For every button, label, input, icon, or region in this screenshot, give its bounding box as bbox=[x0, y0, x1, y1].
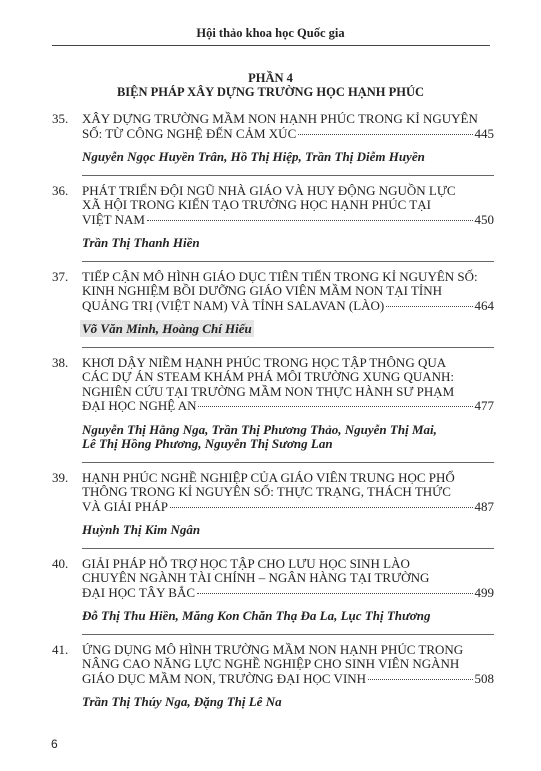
toc-entry bbox=[52, 270, 494, 348]
entry-page-number: 499 bbox=[474, 584, 494, 600]
entry-title-line: NGHIÊN CỨU TẠI TRƯỜNG MẦM NON THỰC HÀNH SƯ PHẠM bbox=[82, 383, 455, 399]
dot-leader bbox=[147, 220, 473, 221]
entry-number: 36. bbox=[52, 182, 69, 198]
dot-leader bbox=[368, 679, 472, 680]
entry-title-last-line bbox=[82, 586, 494, 601]
entry-separator bbox=[82, 175, 494, 176]
entry-title-line: XÂY DỰNG TRƯỜNG MẦM NON HẠNH PHÚC TRONG KỈ NGUYÊN bbox=[82, 111, 478, 126]
entry-title-line: KHƠI DẬY NIỀM HẠNH PHÚC TRONG HỌC TẬP THÔNG QUA bbox=[82, 354, 447, 370]
entry-number: 38. bbox=[52, 354, 69, 370]
entry-authors bbox=[82, 609, 494, 624]
entry-separator bbox=[82, 261, 494, 262]
entry-title-last-line bbox=[82, 672, 494, 687]
entry-title-line: ĐẠI HỌC TÂY BẮC bbox=[82, 584, 196, 600]
entry-authors bbox=[82, 236, 494, 251]
entry-page-number: 445 bbox=[474, 125, 494, 141]
entry-title-line: GIÁO DỤC MẦM NON, TRƯỜNG ĐẠI HỌC VINH bbox=[82, 670, 367, 686]
entry-number: 41. bbox=[52, 641, 69, 657]
entry-title-line: CÁC DỰ ÁN STEAM KHÁM PHÁ MÔI TRƯỜNG XUNG QUANH: bbox=[82, 369, 455, 384]
dot-leader bbox=[298, 134, 472, 135]
entry-separator bbox=[82, 634, 494, 635]
entry-page-number: 487 bbox=[474, 498, 494, 514]
entry-number: 40. bbox=[52, 555, 69, 571]
entry-separator bbox=[82, 347, 494, 348]
entry-title-line: SỐ: TỪ CÔNG NGHỆ ĐẾN CẢM XÚC bbox=[82, 125, 297, 141]
entry-number: 39. bbox=[52, 469, 69, 485]
part-heading bbox=[0, 71, 541, 99]
toc-entry bbox=[52, 184, 494, 262]
entry-title-last-line bbox=[82, 127, 494, 142]
entry-authors-line: Lê Thị Hồng Phương, Nguyễn Thị Sương Lan bbox=[82, 436, 333, 451]
entry-authors-line: Trần Thị Thúy Nga, Đặng Thị Lê Na bbox=[82, 694, 282, 709]
toc-entry bbox=[52, 112, 494, 176]
entry-page-number: 508 bbox=[474, 670, 494, 686]
entry-title-line: GIẢI PHÁP HỖ TRỢ HỌC TẬP CHO LƯU HỌC SINH LÀO bbox=[82, 555, 410, 571]
page-number: 6 bbox=[51, 737, 58, 751]
part-label: PHẦN 4 bbox=[248, 71, 293, 85]
entry-title-line: VÀ GIẢI PHÁP bbox=[82, 498, 168, 514]
entry-title-last-line bbox=[82, 399, 494, 414]
entry-title-last-line bbox=[82, 213, 494, 228]
entry-title bbox=[82, 643, 494, 687]
entry-title-last-line bbox=[82, 500, 494, 515]
entry-page-number: 464 bbox=[474, 297, 494, 313]
entry-authors-line: Nguyễn Ngọc Huyền Trân, Hồ Thị Hiệp, Trần Thị Diễm Huyền bbox=[82, 149, 425, 164]
dot-leader bbox=[170, 507, 473, 508]
entry-authors-line: Trần Thị Thanh Hiền bbox=[82, 235, 200, 250]
entry-authors bbox=[82, 695, 494, 710]
toc-entry bbox=[52, 557, 494, 635]
entry-authors-line: Võ Văn Minh, Hoàng Chí Hiếu bbox=[82, 321, 252, 336]
entry-title-line: KINH NGHIỆM BỒI DƯỠNG GIÁO VIÊN MẦM NON TẠI TỈNH bbox=[82, 283, 442, 298]
entry-authors bbox=[82, 523, 494, 538]
running-header: Hội thảo khoa học Quốc gia bbox=[196, 26, 345, 40]
entry-page-number: 450 bbox=[474, 211, 494, 227]
entry-authors-line: Huỳnh Thị Kim Ngân bbox=[82, 522, 201, 537]
toc-entry bbox=[52, 471, 494, 549]
entry-title-line: NÂNG CAO NĂNG LỰC NGHỀ NGHIỆP CHO SINH VIÊN NGÀNH bbox=[82, 656, 460, 671]
entry-title-line: ĐẠI HỌC NGHỆ AN bbox=[82, 398, 197, 413]
entry-separator bbox=[82, 548, 494, 549]
dot-leader bbox=[386, 306, 472, 307]
entry-title bbox=[82, 184, 494, 228]
entry-title-line: THÔNG TRONG KỈ NGUYÊN SỐ: THỰC TRẠNG, THÁCH THỨC bbox=[82, 484, 451, 499]
entry-number: 37. bbox=[52, 268, 69, 284]
entry-title-line: XÃ HỘI TRONG KIẾN TẠO TRƯỜNG HỌC HẠNH PHÚC TẠI bbox=[82, 197, 431, 212]
entry-title-last-line bbox=[82, 299, 494, 314]
dot-leader bbox=[197, 593, 472, 594]
entry-authors bbox=[82, 322, 494, 337]
entry-title bbox=[82, 557, 494, 601]
entry-title bbox=[82, 112, 494, 141]
entry-title-line: TIẾP CẬN MÔ HÌNH GIÁO DỤC TIÊN TIẾN TRONG KỈ NGUYÊN SỐ: bbox=[82, 268, 478, 284]
dot-leader bbox=[198, 406, 472, 407]
entry-title-line: QUẢNG TRỊ (VIỆT NAM) VÀ TỈNH SALAVAN (LÀO) bbox=[82, 297, 385, 313]
entry-title bbox=[82, 270, 494, 314]
entry-title-line: HẠNH PHÚC NGHỀ NGHIỆP CỦA GIÁO VIÊN TRUNG HỌC PHỔ bbox=[82, 469, 455, 485]
entry-title bbox=[82, 471, 494, 515]
entry-title-line: VIỆT NAM bbox=[82, 211, 145, 227]
entry-page-number: 477 bbox=[474, 398, 494, 413]
entry-title-line: CHUYÊN NGÀNH TÀI CHÍNH – NGÂN HÀNG TẠI TRƯỜNG bbox=[82, 570, 430, 585]
part-title: BIỆN PHÁP XÂY DỰNG TRƯỜNG HỌC HẠNH PHÚC bbox=[116, 85, 425, 99]
entry-separator bbox=[82, 462, 494, 463]
toc-entry bbox=[52, 356, 494, 463]
entry-authors bbox=[82, 150, 494, 165]
entry-title-line: PHÁT TRIỂN ĐỘI NGŨ NHÀ GIÁO VÀ HUY ĐỘNG NGUỒN LỰC bbox=[82, 182, 456, 198]
entry-authors-line: Nguyễn Thị Hằng Nga, Trần Thị Phương Thảo, Nguyễn Thị Mai, bbox=[82, 421, 437, 437]
entry-number: 35. bbox=[52, 111, 69, 126]
entry-authors bbox=[82, 423, 494, 452]
entry-authors-line: Đỗ Thị Thu Hiền, Măng Kon Chăn Thạ Đa La, Lục Thị Thương bbox=[82, 608, 431, 623]
header-rule bbox=[52, 45, 490, 46]
toc-entries bbox=[52, 112, 494, 720]
entry-title-line: ỨNG DỤNG MÔ HÌNH TRƯỜNG MẦM NON HẠNH PHÚC TRONG bbox=[82, 641, 464, 657]
toc-entry bbox=[52, 643, 494, 710]
entry-title bbox=[82, 356, 494, 414]
